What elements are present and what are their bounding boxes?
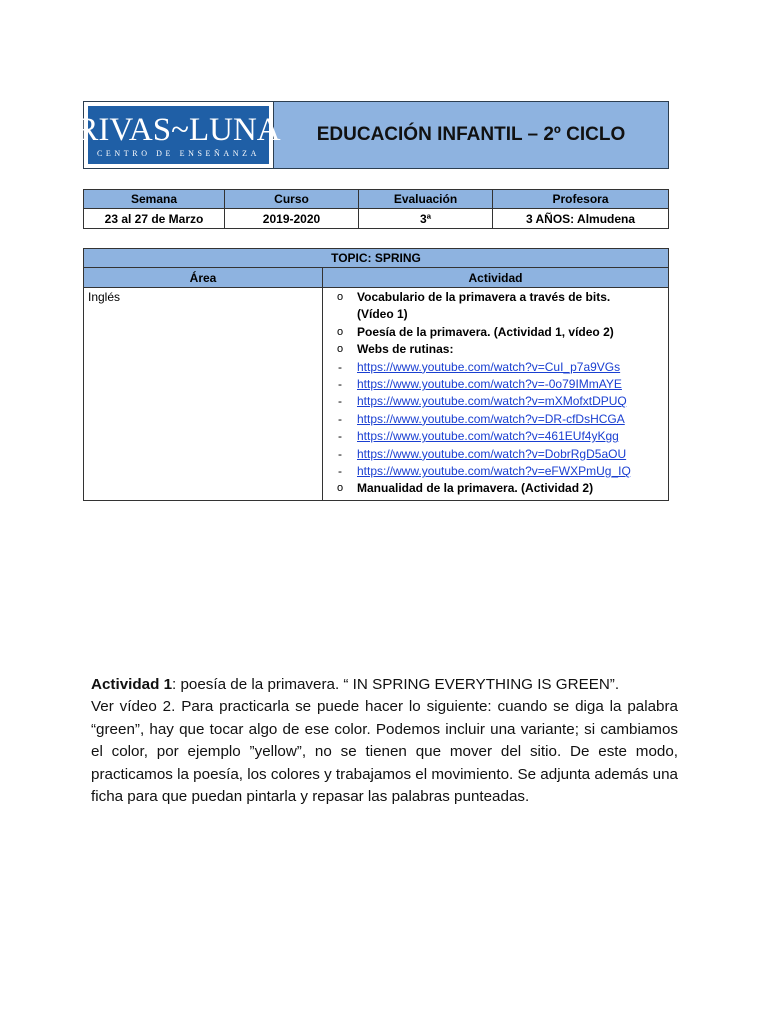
header-actividad: Actividad [323,268,669,288]
activity-description [91,674,678,808]
list-item [323,393,668,410]
activity-intro: : poesía de la primavera. “ IN SPRING EVERYTHING IS GREEN”. [172,676,620,693]
list-item [323,480,668,497]
value-curso: 2019-2020 [225,209,359,229]
activity-row [84,288,669,501]
activity-table [83,248,669,501]
header-area: Área [84,268,323,288]
youtube-link[interactable]: https://www.youtube.com/watch?v=eFWXPmUg_IQ [357,464,631,479]
dash-marker: - [338,359,342,374]
list-item [323,324,668,341]
list-item [323,428,668,445]
list-item [323,359,668,376]
dash-marker: - [338,446,342,461]
bullet-marker: o [336,482,344,495]
list-item [323,463,668,480]
activity-header-row [84,268,669,288]
list-item [323,376,668,393]
dash-marker: - [338,411,342,426]
item-text: Vocabulario de la primavera a través de bits. [357,290,611,304]
bullet-marker [323,306,357,323]
dash-marker: - [338,377,342,392]
youtube-link[interactable]: https://www.youtube.com/watch?v=461EUf4yKgg [357,429,619,444]
topic-row [84,249,669,268]
logo-badge [76,106,281,164]
youtube-link[interactable]: https://www.youtube.com/watch?v=DobrRgD5aOU [357,446,627,461]
youtube-link[interactable]: https://www.youtube.com/watch?v=CuI_p7a9VGs [357,359,621,374]
logo-tagline: CENTRO DE ENSEÑANZA [96,148,261,158]
youtube-link[interactable]: https://www.youtube.com/watch?v=DR-cfDsHCGA [357,411,625,426]
bullet-marker: o [336,291,344,303]
info-header-row [84,190,669,209]
bullet-marker: o [336,343,344,356]
youtube-link[interactable]: https://www.youtube.com/watch?v=-0o79IMmAYE [357,377,622,392]
value-semana: 23 al 27 de Marzo [84,209,225,229]
item-text: Webs de rutinas: [357,342,454,357]
dash-marker: - [338,429,342,444]
document-header [76,101,669,169]
header-semana: Semana [84,190,225,209]
header-curso: Curso [225,190,359,209]
area-cell: Inglés [84,288,323,501]
list-item [323,411,668,428]
header-evaluacion: Evaluación [359,190,493,209]
info-table [83,189,669,229]
topic-title: TOPIC: SPRING [84,249,669,268]
page-title: EDUCACIÓN INFANTIL – 2º CICLO [316,124,626,145]
info-value-row [84,209,669,229]
activity-body: Ver vídeo 2. Para practicarla se puede hacer lo siguiente: cuando se diga la palabra “green”, hay que tocar algo de ese color. Podemos incluir una variante; si cambiamos el color, por ejemplo ”yellow”, no se tienen que mover del sitio. De este modo, practicamos la poesía, los colores y trabajamos el movimiento. Se adjunta además una ficha para que puedan pintarla y repasar las palabras punteadas. [91,698,678,806]
school-logo [76,102,281,168]
youtube-link[interactable]: https://www.youtube.com/watch?v=mXMofxtDPUQ [357,394,627,409]
header-profesora: Profesora [493,190,669,209]
value-profesora: 3 AÑOS: Almudena [493,209,669,229]
logo-name: RIVAS~LUNA [76,111,281,148]
list-item [323,446,668,463]
list-item [323,341,668,358]
list-item [323,289,668,306]
activity-list [323,288,669,501]
bullet-marker: o [336,325,344,338]
item-text: Poesía de la primavera. (Actividad 1, vídeo 2) [357,324,614,339]
activity-label: Actividad 1 [91,676,173,693]
dash-marker: - [338,464,342,479]
item-text: Manualidad de la primavera. (Actividad 2) [357,481,594,496]
list-item [323,306,668,323]
value-evaluacion: 3ª [359,209,493,229]
dash-marker: - [338,394,342,409]
item-text: (Vídeo 1) [357,307,408,322]
